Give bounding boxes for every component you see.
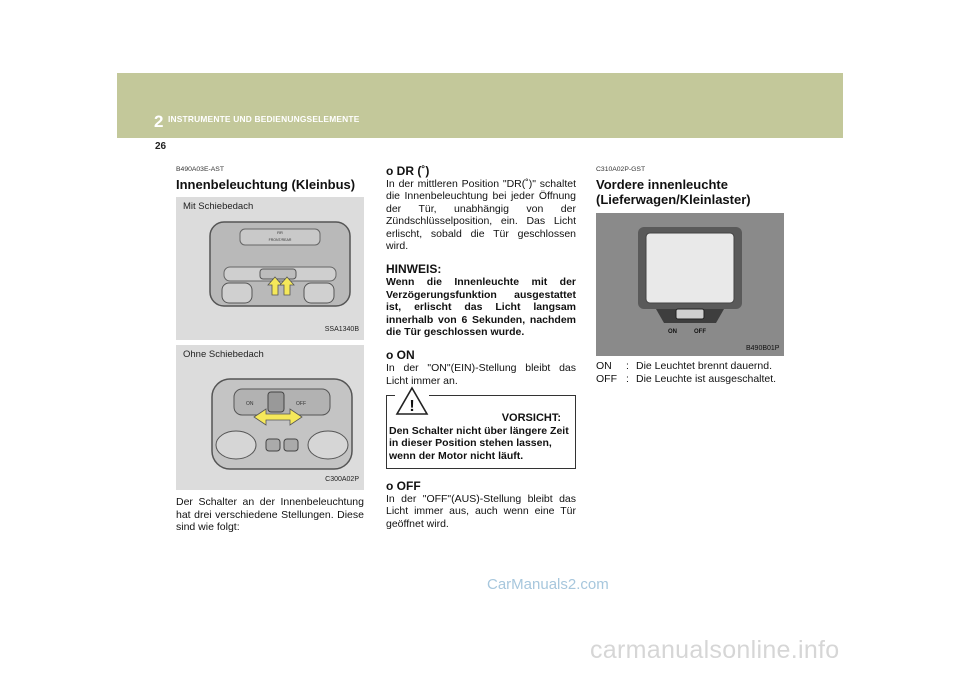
section-heading: Innenbeleuchtung (Kleinbus)	[176, 177, 356, 193]
switch-off-label: OFF	[296, 401, 306, 408]
map-lamp-button	[266, 439, 280, 451]
spec-key: ON	[596, 360, 612, 373]
spec-row	[596, 360, 786, 373]
off-heading: o OFF	[386, 478, 421, 493]
section-code: C310A02P-GST	[596, 166, 646, 173]
photo-on-label: ON	[668, 329, 677, 336]
left-lens	[222, 283, 252, 303]
page-number: 26	[155, 141, 167, 152]
footer-watermark: carmanualsonline.info	[590, 636, 840, 664]
spec-list	[596, 360, 786, 386]
on-heading: o ON	[386, 348, 415, 363]
front-lamp-photo	[596, 213, 784, 356]
chapter-number: 2	[154, 112, 164, 131]
caution-symbol: !	[409, 398, 415, 416]
lamp-label-front-rear: FRONT/REAR	[268, 238, 292, 243]
map-lamp-button	[284, 439, 298, 451]
caution-box	[386, 395, 576, 469]
note-heading: HINWEIS:	[386, 262, 442, 277]
overhead-lamp-illustration	[176, 345, 364, 490]
photo-code: B490B01P	[746, 345, 780, 353]
off-description: In der "OFF"(AUS)-Stellung bleibt das Licht immer aus, auch wenn eine Tür geöffnet wird.	[386, 492, 576, 530]
front-lamp-illustration	[596, 213, 784, 356]
figure-with-sunroof	[176, 197, 364, 340]
spec-row	[596, 373, 786, 386]
spec-separator: :	[626, 373, 629, 386]
right-lens	[308, 431, 348, 459]
spec-value: Die Leuchtet brennt dauernd.	[636, 360, 773, 373]
chapter-header-band	[117, 73, 843, 138]
column-left	[176, 160, 364, 534]
column-middle	[386, 160, 576, 530]
dr-description: In der mittleren Position "DR(˚)" schaltet die Innenbeleuchtung bei jeder Öffnung der Tür, unabhängig von der Zündschlüsselposition, ein. Das Licht erlischt, sobald die Tür geschlossen wird.	[386, 178, 576, 253]
section-code: B490A03E-AST	[176, 166, 224, 173]
figure-caption: Mit Schiebedach	[183, 201, 254, 213]
figure-without-sunroof	[176, 345, 364, 490]
lamp-switch	[676, 309, 704, 319]
column-right	[596, 160, 786, 386]
lamp-label-rr: RR	[277, 230, 283, 236]
dr-heading: o DR (˚)	[386, 164, 430, 178]
figure-caption: Ohne Schiebedach	[183, 349, 264, 361]
caution-text: Den Schalter nicht über längere Zeit in dieser Position stehen lassen, wenn der Motor nicht läuft.	[389, 424, 569, 462]
figure-code: SSA1340B	[324, 326, 359, 333]
section-heading: Vordere innenleuchte (Lieferwagen/Kleinlaster)	[596, 177, 751, 208]
figure-code: C300A02P	[325, 476, 359, 483]
lamp-lens	[646, 233, 734, 303]
right-lens	[304, 283, 334, 303]
chapter-title: INSTRUMENTE UND BEDIENUNGSELEMENTE	[168, 114, 360, 124]
note-text: Wenn die Innenleuchte mit der Verzögerungsfunktion ausgestattet ist, erlischt das Licht langsam innerhalb von 6 Sekunden, nachdem die Tür geschlossen wurde.	[386, 276, 576, 339]
spec-separator: :	[626, 360, 629, 373]
switch-description: Der Schalter an der Innenbeleuchtung hat drei verschiedene Stellungen. Diese sind wie folgt:	[176, 496, 364, 534]
lamp-switch	[260, 269, 296, 279]
on-description: In der "ON"(EIN)-Stellung bleibt das Licht immer an.	[386, 362, 576, 387]
switch-on-label: ON	[246, 401, 254, 408]
warning-triangle-icon	[395, 386, 429, 416]
watermark-link[interactable]: CarManuals2.com	[487, 576, 609, 593]
left-lens	[216, 431, 256, 459]
caution-heading: VORSICHT:	[501, 412, 561, 425]
spec-key: OFF	[596, 373, 617, 386]
spec-value: Die Leuchte ist ausgeschaltet.	[636, 373, 777, 386]
overhead-console-illustration	[176, 197, 364, 340]
slide-switch	[268, 392, 284, 412]
photo-off-label: OFF	[694, 329, 706, 336]
